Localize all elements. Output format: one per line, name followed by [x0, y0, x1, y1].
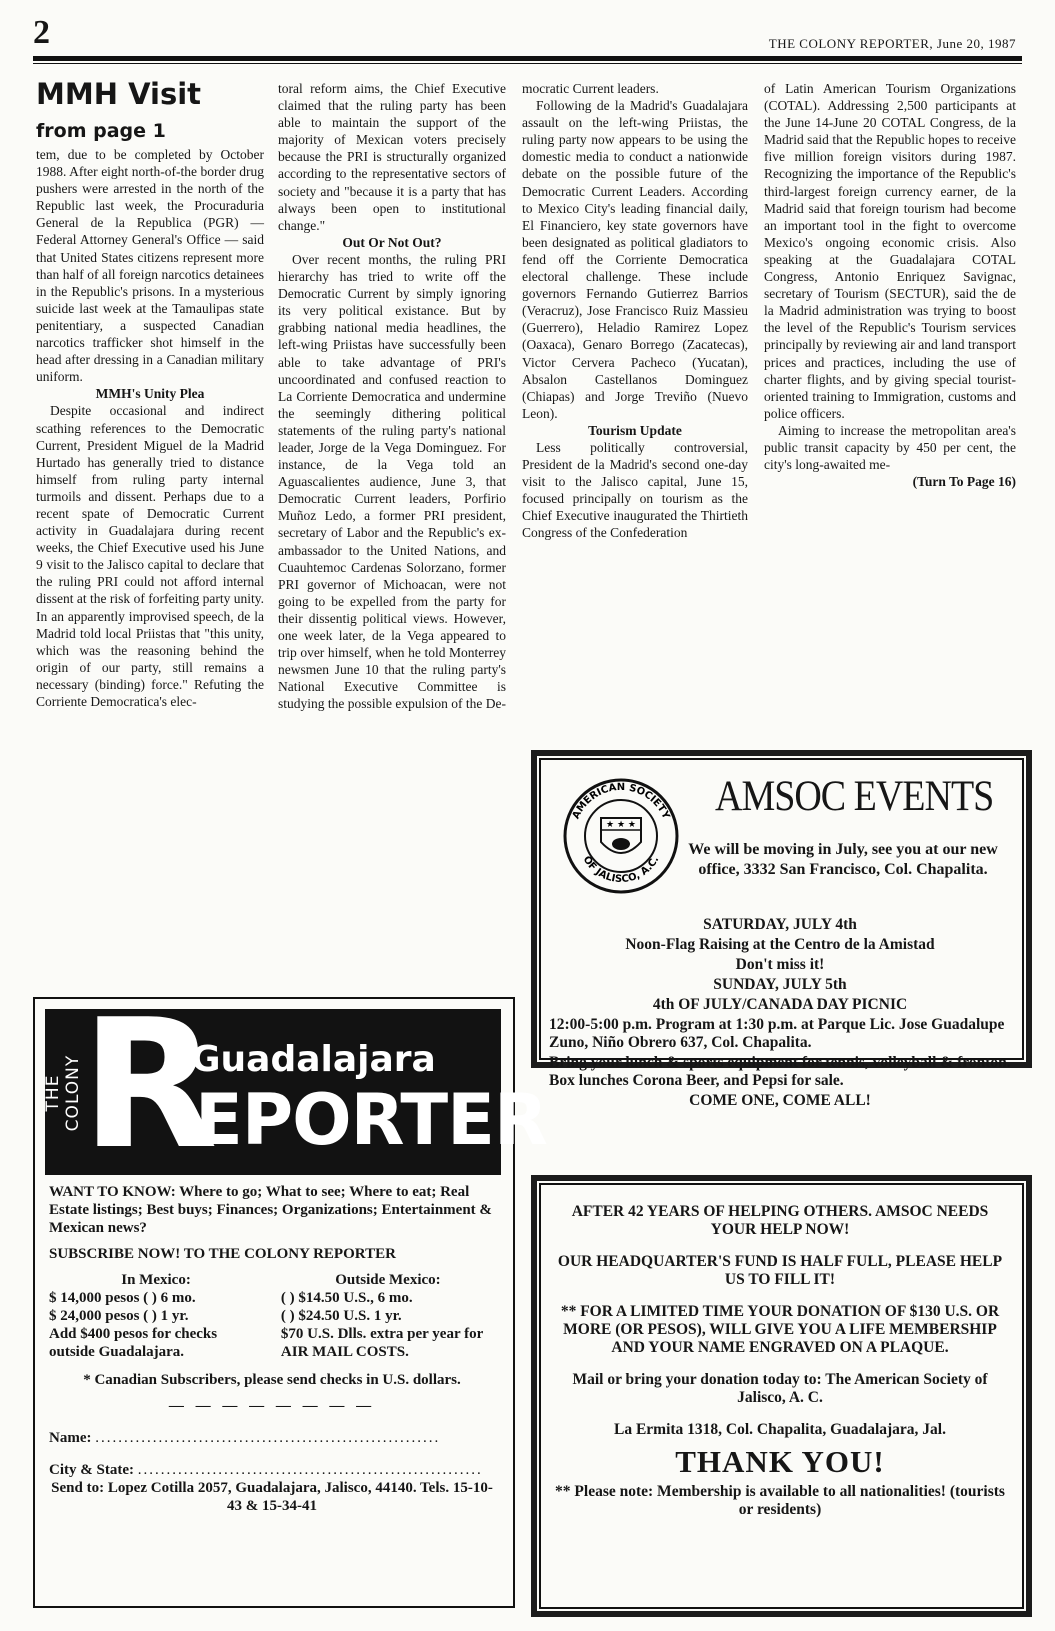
article-paragraph: mocratic Current leaders. [522, 81, 659, 96]
article-paragraph: Less politically controversial, President de la Madrid's second one-day visit to the Jalisco capital, June 15, focused principally on tourism as the Chief Executive inaugurated the Thirtieth Congress of the Confederation [522, 439, 748, 541]
moving-notice: We will be moving in July, see you at our new office, 3332 San Francisco, Col. Chapalita. [688, 841, 998, 878]
svg-text:★ ★ ★: ★ ★ ★ [606, 820, 636, 830]
masthead-city: Guadalajara [191, 1039, 436, 1080]
event-sunday-body: 12:00-5:00 p.m. Program at 1:30 p.m. at Parque Lic. Jose Guadalupe Zuno, Niño Obrero 637, Col. Chapalita. [549, 1016, 1005, 1051]
event-saturday-note: Don't miss it! [735, 956, 825, 973]
appeal-line-3: ** FOR A LIMITED TIME YOUR DONATION OF $130 U.S. OR MORE (OR PESOS), WILL GIVE YOU A LIFE MEMBERSHIP AND YOUR NAME ENGRAVED ON A PLAQUE. [560, 1303, 1000, 1356]
article-subhead: MMH's Unity Plea [95, 386, 205, 402]
article-paragraph: Despite occasional and indirect scathing references to the Democratic Current, President Miguel de la Madrid Hurtado has generally tried to distance himself from ruling party internal turmoils and dissent. Perhaps due to a recent spate of Democratic Current activity in Guadalajara during recent weeks, the Chief Executive used his June 9 visit to the Jalisco capital to declare that the ruling PRI could not afford internal dissent at the risk of forfeiting party unity. In an apparently improvised speech, de la Madrid told local Priistas that "this unity, which was the reasoning behind the origin of our party, still remains a necessary (binding) force." Refuting the Corriente Democratica's elec- [36, 403, 264, 709]
article-subhead: Out Or Not Out? [342, 234, 442, 250]
article-paragraph: Following de la Madrid's Guadalajara assault on the left-wing Priistas, the ruling party now appears to be using the domestic media to conduct a nationwide debate on the possible future of the Democratic Current Leaders. According to Mexico City's leading financial daily, El Financiero, key state governors have been designated as political gladiators to fend off the Corriente Democratica electoral challenge. These include governors Fernando Gutierrez Barrios (Veracruz), Jose Francisco Ruiz Massieu (Guerrero), Heladio Ramirez Lopez (Oaxaca), Genaro Borrego (Zacatecas), Victor Cervera Pacheco (Yucatan), Absalon Castellanos Dominguez (Chiapas) and Jorge Treviño (Nuevo Leon). [522, 98, 748, 421]
name-field[interactable] [49, 1429, 495, 1447]
appeal-line-1: AFTER 42 YEARS OF HELPING OTHERS. AMSOC NEEDS YOUR HELP NOW! [571, 1203, 989, 1238]
events-body [549, 916, 1011, 1112]
price-outside [281, 1271, 495, 1361]
turn-to-page: (Turn To Page 16) [912, 474, 1016, 490]
masthead-vertical-text: THE COLONY [43, 1054, 83, 1132]
amsoc-events-title: AMSOC EVENTS [715, 771, 994, 821]
city-label: City & State: [49, 1462, 134, 1478]
event-sunday-heading: SUNDAY, JULY 5th [713, 976, 847, 993]
appeal-mail: Mail or bring your donation today to: The American Society of Jalisco, A. C. [572, 1371, 988, 1406]
appeal-line-2: OUR HEADQUARTER'S FUND IS HALF FULL, PLEASE HELP US TO FILL IT! [557, 1253, 1003, 1288]
appeal-address: La Ermita 1318, Col. Chapalita, Guadalajara, Jal. [614, 1421, 946, 1438]
price-note: $70 U.S. Dlls. extra per year for AIR MAIL COSTS. [280, 1326, 483, 1360]
article-paragraph: Over recent months, the ruling PRI hierarchy has tried to write off the Democratic Current by simply ignoring its very political existance. But by grabbing national media headlines, the left-wing Priistas have successfully been able to take advantage of PRI's uncoordinated and confused reaction to La Corriente Democratica and undermine the seemingly dithering political statements of the ruling party's national leader, Jorge de la Vega Dominguez. For instance, de la Vega told an Aguascalientes audience, June 3, that Democratic Current leaders, Porfirio Muñoz Ledo, a former PRI president, secretary of Labor and the Republic's ex-ambassador to the United Nations, and Cuauhtemoc Cardenas Solorzano, former PRI governor of Michoacan, were not going to be expelled from the party for their dissentig political views. However, one week later, de la Vega appeared to trip over himself, when he told Monterrey newsmen June 10 that the ruling party's National Executive Committee is studying the possible expulsion of the De- [278, 251, 506, 712]
amsoc-appeal-ad [531, 1175, 1032, 1617]
article-title: MMH Visit [36, 77, 202, 111]
event-saturday-heading: SATURDAY, JULY 4th [703, 916, 857, 933]
subscription-pitch: WANT TO KNOW: Where to go; What to see; Where to eat; Real Estate listings; Best buys; Finances; Organizations; Entertainment & Mexican news? [49, 1184, 492, 1236]
price-mexico [49, 1271, 263, 1361]
appeal-thanks: THANK YOU! [675, 1444, 885, 1479]
event-sunday-title: 4th OF JULY/CANADA DAY PICNIC [652, 996, 908, 1013]
seal-text-top: AMERICAN SOCIETY [570, 782, 672, 821]
event-saturday-body: Noon-Flag Raising at the Centro de la Amistad [625, 936, 935, 953]
article-column-4 [764, 80, 1016, 737]
article-column-3 [522, 80, 748, 737]
city-field[interactable] [49, 1461, 495, 1479]
running-header: THE COLONY REPORTER, June 20, 1987 [768, 36, 1016, 51]
masthead-name: EPORTER [195, 1079, 547, 1161]
price-option-checkbox[interactable]: $ 24,000 pesos ( ) 1 yr. [49, 1308, 189, 1324]
article-paragraph: of Latin American Tourism Organizations (COTAL). Addressing 2,500 participants at the June 14-June 20 COTAL Congress, de la Madrid said that the Republic hopes to receive five million foreign visitors during 1987. Recognizing the importance of the Republic's third-largest foreign currency earner, de la Madrid said that foreign tourism had become an important tool in the fight to overcome Mexico's ongoing economic crisis. Also speaking at the Guadalajara COTAL Congress, Antonio Enriquez Savignac, secretary of Tourism (SECTUR), said the de la Madrid administration was trying to boost the level of the Republic's Tourism services principally by reviewing air and land transport prices and practices, including the use of charter flights, and by giving special tourist-oriented training to Immigration, customs and police officers. [764, 81, 1016, 421]
price-option-checkbox[interactable]: $ 14,000 pesos ( ) 6 mo. [49, 1290, 196, 1306]
article-column-2 [278, 80, 506, 985]
price-heading: In Mexico: [121, 1272, 191, 1288]
article-subhead: Tourism Update [588, 422, 682, 438]
header-rule-thin [33, 63, 1022, 64]
page-number: 2 [33, 14, 50, 51]
masthead-logo [43, 981, 547, 1188]
price-option-checkbox[interactable]: ( ) $24.50 U.S. 1 yr. [280, 1308, 402, 1324]
subscription-body [49, 1183, 495, 1515]
article-paragraph: Aiming to increase the metropolitan area's public transit capacity by 450 per cent, the city's long-awaited me- [764, 422, 1016, 473]
city-field-dots: ............................................................ [137, 1462, 483, 1478]
article-subtitle: from page 1 [36, 120, 166, 142]
subscription-ad [33, 981, 547, 1608]
send-to-address: Send to: Lopez Cotilla 2057, Guadalajara, Jalisco, 44140. Tels. 15-10-43 & 15-34-41 [51, 1480, 493, 1514]
name-field-dots: ............................................................ [95, 1430, 441, 1446]
article-column-1 [36, 70, 264, 985]
price-option-checkbox[interactable]: ( ) $14.50 U.S., 6 mo. [280, 1290, 413, 1306]
masthead-letter: R [81, 981, 219, 1188]
name-label: Name: [49, 1430, 92, 1446]
amsoc-events-ad [531, 750, 1032, 1109]
article-paragraph: toral reform aims, the Chief Executive claimed that the ruling party has been able to maintain the support of the majority of Mexican voters precisely because the PRI is structurally organized according to the representative sectors of society and "because it is a party that has always been open to institutional change." [278, 81, 506, 233]
event-bring-note: Bring your lunch & sports equipment for tennis, volleyball & fronton. Box lunches Corona Beer, and Pepsi for sale. [549, 1054, 1011, 1089]
article-paragraph: tem, due to be completed by October 1988. After eight north-of-the border drug pushers were arrested in the north of the Republic last week, the Procuraduria General de la Republica (PGR) — Federal Attorney General's Office — said that United States citizens represent more than half of all foreign narcotics detainees in the Republic's prisons. In a mysterious suicide last week at the Tamaulipas state penitentiary, a suspected Canadian narcotics trafficker shot himself in the head after dressing in a Canadian military uniform. [36, 147, 264, 385]
appeal-note: ** Please note: Membership is available to all nationalities! (tourists or residents) [555, 1483, 1005, 1518]
canadian-note: * Canadian Subscribers, please send checks in U.S. dollars. [83, 1372, 461, 1388]
subscription-cta: SUBSCRIBE NOW! TO THE COLONY REPORTER [49, 1246, 396, 1262]
appeal-body [549, 1203, 1011, 1533]
header-rule [33, 56, 1022, 61]
price-table [49, 1271, 495, 1361]
event-come-all: COME ONE, COME ALL! [689, 1092, 871, 1109]
seal-text-bottom: OF JALISCO, A.C. [580, 854, 662, 886]
price-heading: Outside Mexico: [335, 1272, 441, 1288]
society-seal-icon [561, 776, 681, 896]
dash-divider: — — — — — — — — [168, 1398, 376, 1414]
price-note: Add $400 pesos for checks outside Guadalajara. [49, 1326, 218, 1360]
